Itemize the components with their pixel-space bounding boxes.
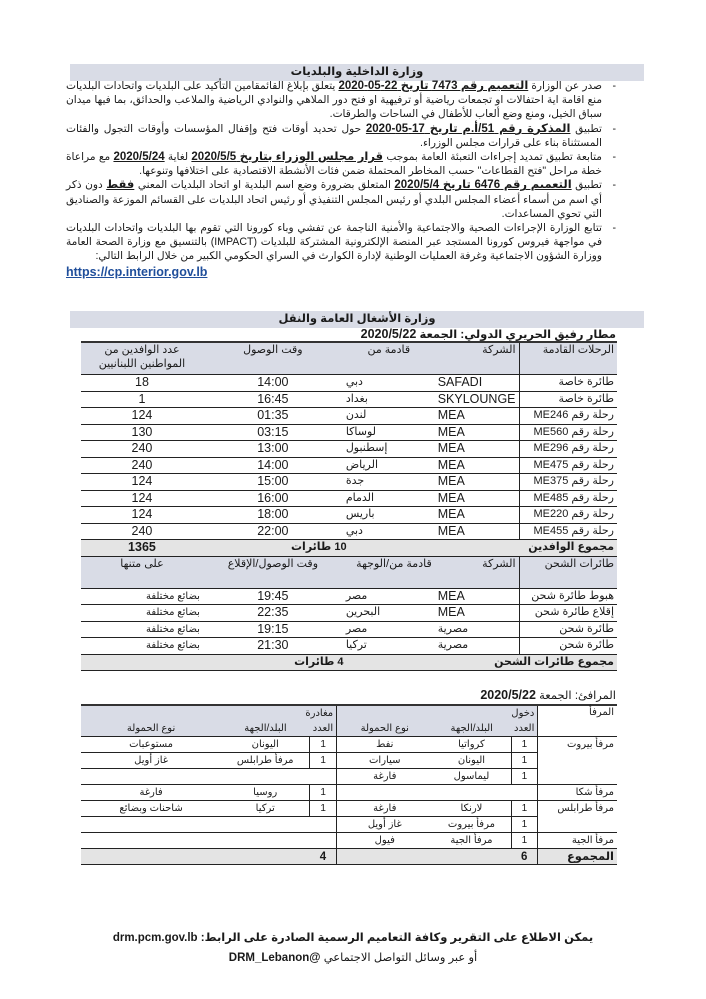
table-cell xyxy=(337,849,433,865)
table-cell: 18:00 xyxy=(257,507,289,522)
cargo-total-row xyxy=(81,654,617,671)
col-header: نوع الحمولة xyxy=(81,721,221,737)
table-row xyxy=(81,391,617,408)
table-cell xyxy=(432,785,511,801)
table-cell: مصر xyxy=(345,622,368,635)
table-cell: 1 xyxy=(511,833,538,849)
table-cell: كرواتيا xyxy=(458,738,485,750)
table-cell: اليونان xyxy=(251,738,279,750)
table-cell: دبي xyxy=(345,376,363,389)
table-cell: MEA xyxy=(437,507,465,522)
table-row xyxy=(81,588,617,605)
table-row xyxy=(81,424,617,441)
table-cell: طائرة شحن xyxy=(519,638,617,655)
table-row xyxy=(81,507,617,524)
col-header: البلد/الجهة xyxy=(432,721,511,737)
table-cell: مصرية xyxy=(437,639,469,652)
table-cell: فارغة xyxy=(337,801,433,817)
table-cell: 1 xyxy=(511,769,538,785)
table-cell: مرفأ الجية xyxy=(538,833,617,849)
ports-title: المرافئ: الجمعة 2020/5/22 xyxy=(480,688,616,702)
table-cell: 14:00 xyxy=(257,457,289,472)
col-header: الرحلات القادمة xyxy=(519,342,617,375)
table-cell: MEA xyxy=(437,474,465,489)
table-cell: MEA xyxy=(437,588,465,603)
table-cell xyxy=(81,849,221,865)
table-cell xyxy=(81,654,203,671)
table-cell: غاز أويل xyxy=(81,753,221,769)
table-cell: 1 xyxy=(310,737,337,753)
table-cell: مجموع طائرات الشحن xyxy=(435,654,617,671)
table-cell: رحلة رقم ME475 xyxy=(519,457,617,474)
col-header: وقت الوصول/الإقلاع xyxy=(203,556,343,588)
table-cell: 14:00 xyxy=(257,375,289,390)
table-cell: 1 xyxy=(138,391,146,406)
ports-subheader-row xyxy=(81,721,617,737)
table-cell: MEA xyxy=(437,408,465,423)
table-cell xyxy=(538,753,617,769)
col-header: الشركة xyxy=(435,342,519,375)
table-cell: MEA xyxy=(437,424,465,439)
table-cell: غاز أويل xyxy=(337,817,433,833)
table-cell: 22:00 xyxy=(257,523,289,538)
table-cell: رحلة رقم ME220 xyxy=(519,507,617,524)
table-cell: MEA xyxy=(437,457,465,472)
table-cell xyxy=(221,849,310,865)
table-cell: الرياض xyxy=(345,458,379,471)
table-cell: هبوط طائرة شحن xyxy=(519,588,617,605)
col-header: مغادرة xyxy=(81,705,337,721)
table-row xyxy=(81,737,617,753)
table-row xyxy=(81,408,617,425)
airport-table xyxy=(81,341,617,671)
table-cell: إقلاع طائرة شحن xyxy=(519,605,617,622)
table-cell: 1 xyxy=(511,737,538,753)
table-cell xyxy=(310,833,337,849)
table-row xyxy=(81,441,617,458)
table-cell: دبي xyxy=(345,524,363,537)
table-cell: ليماسول xyxy=(432,769,511,785)
table-cell: لندن xyxy=(345,409,367,422)
table-cell xyxy=(221,817,310,833)
table-cell: سيارات xyxy=(337,753,433,769)
table-row xyxy=(81,753,617,769)
social-handle[interactable]: @DRM_Lebanon xyxy=(228,952,321,964)
table-cell: 19:45 xyxy=(257,588,289,603)
bullet-item: - صدر عن الوزارة التعميم رقم 7473 تاريخ 22-05-2020 يتعلق بإبلاغ القائمقامين التأكيد على البلديات واتحادات البلديات منع اقامة اية احتفالات او تجمعات رياضية أو ترفيهية او فتح دور الملاهي والنوادي الرياضية والملاعب والحدائق، بما فيها ميدان سباق الخيل، ومنع وضع ألعاب للأطفال في الساحات والطرقات. xyxy=(66,79,616,122)
table-row xyxy=(81,605,617,622)
section-header-transport: وزارة الأشغال العامة والنقل xyxy=(70,311,644,328)
table-cell: رحلة رقم ME296 xyxy=(519,441,617,458)
table-cell: لارنكا xyxy=(460,802,483,814)
table-cell xyxy=(432,849,511,865)
table-cell: بضائع مختلفة xyxy=(145,607,200,619)
table-cell: باريس xyxy=(345,508,375,521)
table-cell: طائرة خاصة xyxy=(519,391,617,408)
table-cell: SKYLOUNGE xyxy=(437,391,516,406)
table-cell: MEA xyxy=(437,523,465,538)
bullet-item: - تتابع الوزارة الإجراءات الصحية والاجتماعية والأمنية الناجمة عن تفشي وباء كورونا التي تقوم بها البلديات واتحادات البلديات في مواجهة فيروس كورونا المستجد عبر المنصة الإلكترونية المشتركة للبلديات (IMPACT) بالتنسيق مع وزارة الصحة العامة ووزارة الشؤون الاجتماعية وغرفة العمليات الوطنية لإدارة الكوارث في السراي الحكومي الكبير من خلال الرابط التالي: https://cp.interior.gov.lb xyxy=(66,221,616,279)
ports-header-row xyxy=(81,705,617,721)
table-cell xyxy=(538,769,617,785)
col-header: طائرات الشحن xyxy=(519,556,617,588)
table-cell: اليونان xyxy=(432,753,511,769)
table-cell: لوساكا xyxy=(345,425,377,438)
table-cell: 15:00 xyxy=(257,474,289,489)
table-cell: إسطنبول xyxy=(345,442,388,455)
col-header: العدد xyxy=(511,721,538,737)
table-cell: فارغة xyxy=(139,786,163,798)
table-cell: 13:00 xyxy=(257,441,289,456)
table-row xyxy=(81,638,617,655)
table-cell: مصر xyxy=(345,589,368,602)
table-cell: بضائع مختلفة xyxy=(145,623,200,635)
table-cell xyxy=(221,833,310,849)
table-cell xyxy=(511,785,538,801)
table-cell: 16:00 xyxy=(257,490,289,505)
table-cell: رحلة رقم ME455 xyxy=(519,523,617,540)
table-cell: 16:45 xyxy=(257,391,289,406)
cargo-header-row xyxy=(81,556,617,588)
table-cell: MEA xyxy=(437,490,465,505)
interior-link[interactable]: https://cp.interior.gov.lb xyxy=(66,264,208,279)
footer-line-1: يمكن الاطلاع على التقرير وكافة التعاميم الرسمية الصادرة على الرابط: drm.pcm.gov.lb xyxy=(112,932,594,944)
col-header: قادمة من/الوجهة xyxy=(343,556,435,588)
table-cell xyxy=(310,769,337,785)
table-cell: MEA xyxy=(437,441,465,456)
table-cell: نفط xyxy=(337,737,433,753)
table-cell: البحرين xyxy=(345,606,381,619)
table-cell: الدمام xyxy=(345,491,375,504)
table-row xyxy=(81,474,617,491)
col-header: وقت الوصول xyxy=(203,342,343,375)
table-cell: طائرة شحن xyxy=(519,621,617,638)
airport-title: مطار رفيق الحريري الدولي: الجمعة 2020/5/22 xyxy=(360,327,616,341)
table-cell: 1 xyxy=(310,785,337,801)
table-cell xyxy=(337,785,433,801)
footer-link[interactable]: drm.pcm.gov.lb xyxy=(112,932,198,944)
table-cell: مستوعبات xyxy=(129,738,174,750)
table-row xyxy=(81,833,617,849)
table-row xyxy=(81,621,617,638)
table-cell: جدة xyxy=(345,475,365,488)
table-cell: مرفأ بيروت xyxy=(432,817,511,833)
table-cell xyxy=(221,769,310,785)
table-cell: مرفأ شكا xyxy=(538,785,617,801)
table-row xyxy=(81,785,617,801)
arrivals-header-row xyxy=(81,342,617,375)
table-cell: فيول xyxy=(337,833,433,849)
ports-table xyxy=(81,704,617,865)
arrivals-total-row xyxy=(81,540,617,557)
table-cell: رحلة رقم ME560 xyxy=(519,424,617,441)
table-cell: رحلة رقم ME485 xyxy=(519,490,617,507)
table-cell: مرفأ بيروت xyxy=(538,737,617,753)
col-header: الشركة xyxy=(435,556,519,588)
table-cell: مرفأ طرابلس xyxy=(221,753,310,769)
col-header: العدد xyxy=(310,721,337,737)
table-row xyxy=(81,801,617,817)
table-cell: 1 xyxy=(511,753,538,769)
col-header: نوع الحمولة xyxy=(337,721,433,737)
table-cell: 240 xyxy=(131,523,153,538)
table-cell: بغداد xyxy=(345,392,368,405)
table-cell: 1 xyxy=(511,801,538,817)
table-cell: مرفأ الجية xyxy=(450,834,493,846)
table-cell: 19:15 xyxy=(257,621,289,636)
table-cell: 1 xyxy=(310,753,337,769)
section-header-interior: وزارة الداخلية والبلديات xyxy=(70,64,644,81)
table-cell: مرفأ طرابلس xyxy=(538,801,617,817)
bullet-item: - متابعة تطبيق تمديد إجراءات التعبئة العامة بموجب قرار مجلس الوزراء بتاريخ 2020/5/5 لغاية 2020/5/24 مع مراعاة خطة مراحل "فتح القطاعات" حسب المخاطر المحتملة ضمن فئات الأنشطة الاقتصادية على اختلافها وتنوعها. xyxy=(66,150,616,178)
ports-total-row xyxy=(81,849,617,865)
footer-line-2: أو عبر وسائل التواصل الاجتماعي @DRM_Lebanon xyxy=(228,952,478,964)
table-cell: 124 xyxy=(131,474,153,489)
table-cell: شاحنات وبضائع xyxy=(119,802,183,814)
table-cell: 124 xyxy=(131,490,153,505)
table-cell: 01:35 xyxy=(257,408,289,423)
table-cell: 18 xyxy=(135,375,149,390)
table-cell: 21:30 xyxy=(257,638,289,653)
table-cell xyxy=(538,817,617,833)
table-cell: تركيا xyxy=(255,802,275,814)
table-cell: فارغة xyxy=(337,769,433,785)
table-cell: مصرية xyxy=(437,622,469,635)
table-cell: روسيا xyxy=(253,786,278,798)
col-header: المرفأ xyxy=(538,705,617,737)
table-cell: 124 xyxy=(131,408,153,423)
bullet-item: - تطبيق التعميم رقم 6476 تاريخ 2020/5/4 المتعلق بضرورة وضع اسم البلدية او اتحاد البلديات المعني فقط دون ذكر أي اسم من أسماء أعضاء المجلس البلدي أو رئيس المجلس التنفيذي أو رئيس اتحاد البلديات على القسائم الموزعة والصناديق التي تحوي المساعدات. xyxy=(66,178,616,221)
table-row xyxy=(81,817,617,833)
col-header: دخول xyxy=(337,705,538,721)
table-cell: 03:15 xyxy=(257,424,289,439)
col-header: قادمة من xyxy=(343,342,435,375)
table-cell: 4 xyxy=(310,849,337,865)
table-row xyxy=(81,769,617,785)
table-cell: 1365 xyxy=(81,540,203,557)
table-cell: 240 xyxy=(131,441,153,456)
table-cell: بضائع مختلفة xyxy=(145,590,200,602)
table-cell: تركيا xyxy=(345,639,367,652)
table-cell: 124 xyxy=(131,507,153,522)
table-cell: رحلة رقم ME246 xyxy=(519,408,617,425)
table-cell xyxy=(81,769,221,785)
table-cell xyxy=(81,817,221,833)
table-cell: SAFADI xyxy=(437,375,483,390)
table-cell: طائرة خاصة xyxy=(519,375,617,392)
table-cell: بضائع مختلفة xyxy=(145,640,200,652)
table-cell: MEA xyxy=(437,605,465,620)
table-cell: 22:35 xyxy=(257,605,289,620)
table-row xyxy=(81,490,617,507)
interior-bullets xyxy=(66,79,616,279)
table-cell: 10 طائرات xyxy=(203,540,435,557)
bullet-item: - تطبيق المذكرة رقم 51/أ.م تاريخ 17-05-2020 حول تحديد أوقات فتح وإقفال المؤسسات وأوقات التجول والفئات المستثناة بناء على قرارات مجلس الوزراء. xyxy=(66,122,616,150)
table-row xyxy=(81,523,617,540)
table-cell: 130 xyxy=(131,424,153,439)
table-cell: 4 طائرات xyxy=(203,654,435,671)
table-cell: 1 xyxy=(511,817,538,833)
table-cell: 1 xyxy=(310,801,337,817)
table-cell: 6 xyxy=(511,849,538,865)
table-cell: مجموع الوافدين xyxy=(435,540,617,557)
col-header: عدد الوافدين من المواطنين اللبنانيين xyxy=(81,342,203,375)
table-cell: المجموع xyxy=(538,849,617,865)
col-header: على متنها xyxy=(81,556,203,588)
table-cell xyxy=(81,833,221,849)
col-header: البلد/الجهة xyxy=(221,721,310,737)
table-row xyxy=(81,457,617,474)
table-cell xyxy=(310,817,337,833)
table-cell: 240 xyxy=(131,457,153,472)
table-row xyxy=(81,375,617,392)
table-cell: رحلة رقم ME375 xyxy=(519,474,617,491)
